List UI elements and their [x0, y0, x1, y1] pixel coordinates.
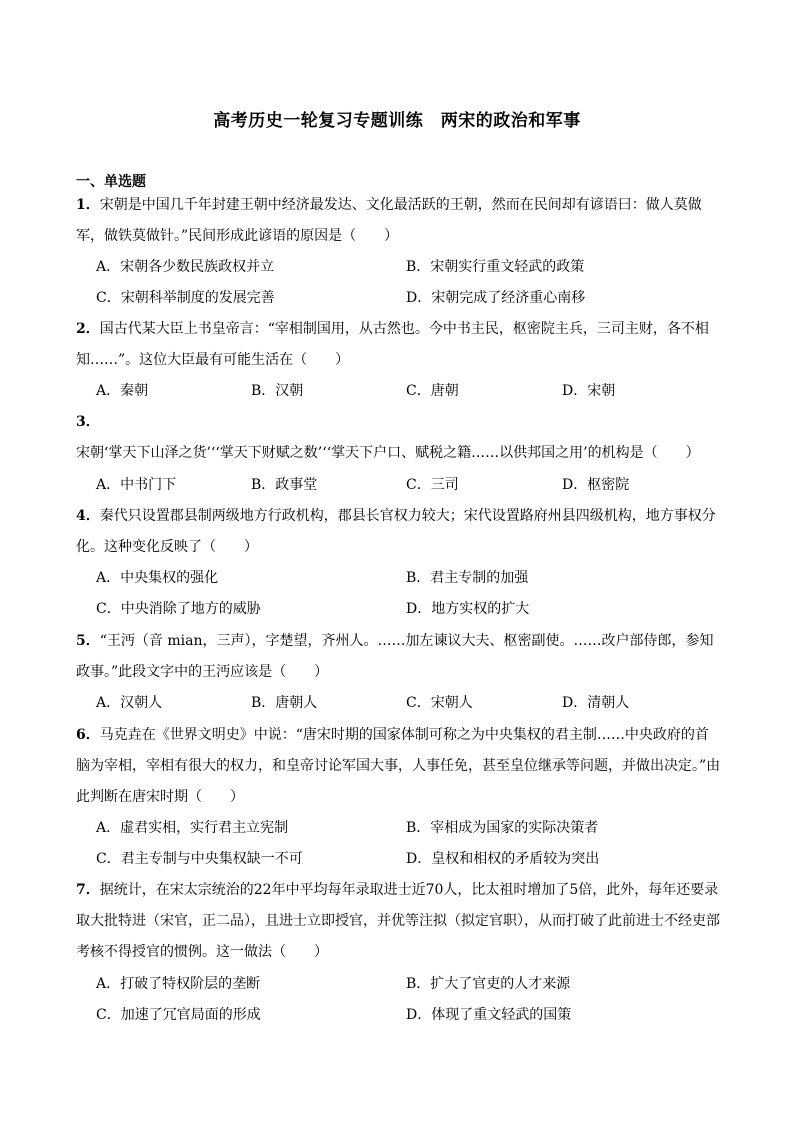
- question-text: 国古代某大臣上书皇帝言：“宰相制国用，从古然也。今中书主民，枢密院主兵，三司主财，各不相知……”。这位大臣最有可能生活在（ ）: [76, 321, 709, 368]
- question-text: 秦代只设置郡县制两级地方行政机构，郡县长官权力较大；宋代设置路府州县四级机构，地方事权分化。这种变化反映了（ ）: [76, 508, 716, 555]
- question-6-options-row-2: [96, 844, 721, 875]
- question-6-options-row-1: [96, 813, 721, 844]
- question-number: 1．: [76, 197, 100, 213]
- page-title: 高考历史一轮复习专题训练 两宋的政治和军事: [213, 111, 581, 131]
- question-4: [76, 501, 721, 563]
- question-number: 6．: [76, 727, 100, 743]
- option-d[interactable]: D．地方实权的扩大: [406, 601, 530, 617]
- question-text: 宋朝是中国几千年封建王朝中经济最发达、文化最活跃的王朝，然而在民间却有谚语曰：做人莫做军，做铁莫做针。”民间形成此谚语的原因是（ ）: [76, 197, 702, 244]
- question-7: [76, 875, 721, 968]
- question-1-options-row-2: [96, 283, 721, 314]
- question-7-options-row-2: [96, 1000, 721, 1031]
- question-6: [76, 720, 721, 813]
- option-b[interactable]: B．汉朝: [251, 383, 304, 399]
- question-7-options-row-1: [96, 969, 721, 1000]
- option-b[interactable]: B．扩大了官吏的人才来源: [406, 976, 571, 992]
- option-b[interactable]: B．君主专制的加强: [406, 570, 529, 586]
- option-d[interactable]: D．皇权和相权的矛盾较为突出: [406, 851, 600, 867]
- option-a[interactable]: A．打破了特权阶层的垄断: [96, 976, 261, 992]
- option-c[interactable]: C．君主专制与中央集权缺一不可: [96, 851, 303, 867]
- option-b[interactable]: B．宋朝实行重文轻武的政策: [406, 259, 585, 275]
- question-2: [76, 314, 721, 376]
- question-2-options: [96, 376, 721, 407]
- option-c[interactable]: C．中央消除了地方的威胁: [96, 601, 261, 617]
- option-c[interactable]: C．加速了冗官局面的形成: [96, 1007, 261, 1023]
- option-a[interactable]: A．汉朝人: [96, 695, 163, 711]
- question-3: [76, 407, 721, 469]
- option-b[interactable]: B．宰相成为国家的实际决策者: [406, 820, 599, 836]
- question-number: 3．: [76, 414, 100, 430]
- option-a[interactable]: A．宋朝各少数民族政权并立: [96, 259, 275, 275]
- question-text: “王沔（音 mian，三声），字楚望，齐州人。……加左谏议大夫、枢密副使。……改户部侍郎，参知政事。”此段文字中的王沔应该是（ ）: [76, 633, 714, 680]
- option-a[interactable]: A．中书门下: [96, 477, 177, 493]
- option-c[interactable]: C．三司: [406, 477, 459, 493]
- question-text: 宋朝‘掌天下山泽之货’‘‘掌天下财赋之数’‘‘掌天下户口、赋税之籍……以供邦国之用’的机构是（ ）: [76, 445, 700, 461]
- option-b[interactable]: B．唐朝人: [251, 695, 318, 711]
- question-number: 5．: [76, 633, 100, 649]
- question-number: 4．: [76, 508, 100, 524]
- option-c[interactable]: C．宋朝人: [406, 695, 473, 711]
- question-4-options-row-2: [96, 594, 721, 625]
- option-c[interactable]: C．唐朝: [406, 383, 459, 399]
- section-heading: 一、单选题: [76, 174, 146, 190]
- question-text: 据统计，在宋太宗统治的22年中平均每年录取进士近70人，比太祖时增加了5倍，此外，每年还要录取大批特进（宋官，正二品），且进士立即授官，并优等注拟（拟定官职），从而打破了此前进士不经吏部考核不得授官的惯例。这一做法（ ）: [76, 882, 720, 960]
- question-5: [76, 626, 721, 688]
- question-number: 7．: [76, 882, 100, 898]
- option-d[interactable]: D．宋朝完成了经济重心南移: [406, 290, 586, 306]
- option-a[interactable]: A．中央集权的强化: [96, 570, 219, 586]
- option-d[interactable]: D．清朝人: [562, 695, 630, 711]
- question-4-options-row-1: [96, 563, 721, 594]
- question-1: [76, 190, 721, 252]
- question-3-options: [96, 470, 721, 501]
- question-text: 马克垚在《世界文明史》中说：“唐宋时期的国家体制可称之为中央集权的君主制……中央政府的首脑为宰相，宰相有很大的权力，和皇帝讨论军国大事，人事任免，甚至皇位继承等问题，并做出决定。”由此判断在唐宋时期（ ）: [76, 727, 721, 805]
- question-1-options-row-1: [96, 252, 721, 283]
- option-b[interactable]: B．政事堂: [251, 477, 318, 493]
- question-number: 2．: [76, 321, 100, 337]
- option-a[interactable]: A．秦朝: [96, 383, 149, 399]
- option-d[interactable]: D．体现了重文轻武的国策: [406, 1007, 572, 1023]
- option-a[interactable]: A．虚君实相，实行君主立宪制: [96, 820, 289, 836]
- option-d[interactable]: D．枢密院: [562, 477, 630, 493]
- option-c[interactable]: C．宋朝科举制度的发展完善: [96, 290, 275, 306]
- option-d[interactable]: D．宋朝: [562, 383, 616, 399]
- question-5-options: [96, 688, 721, 719]
